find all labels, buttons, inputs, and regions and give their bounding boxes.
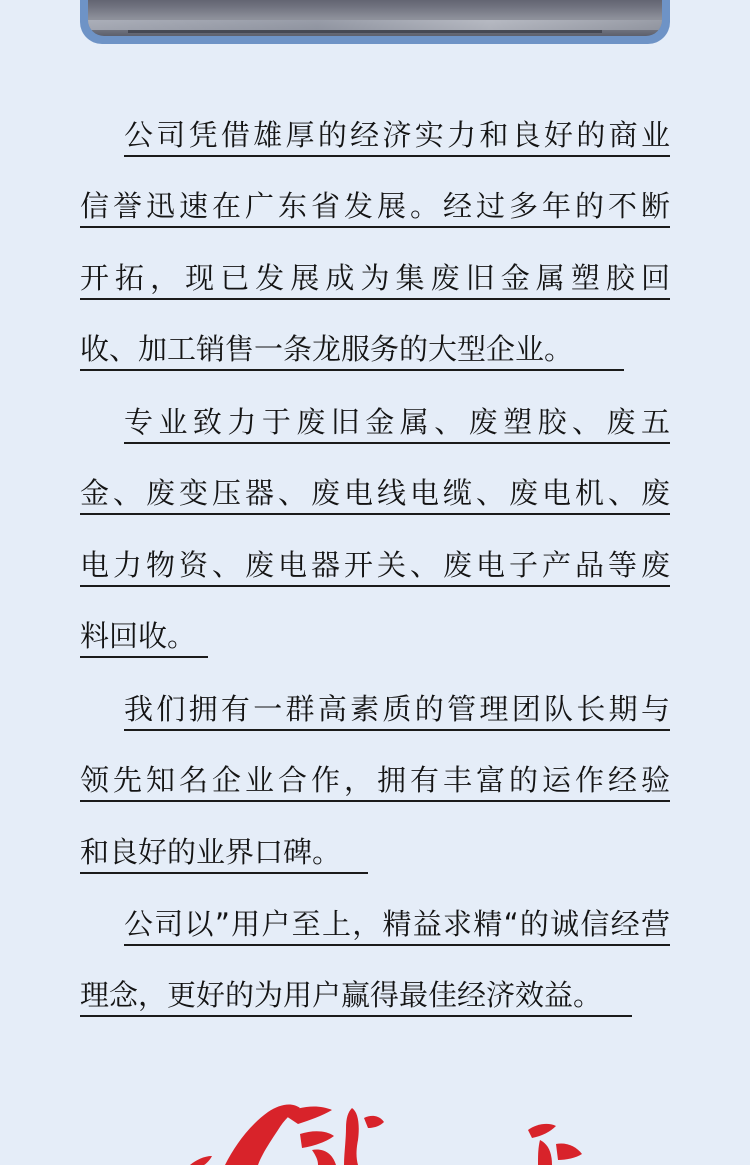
photo-frame xyxy=(80,0,670,44)
text-line xyxy=(80,882,670,954)
text-line xyxy=(80,523,670,595)
line-text: 公司以”用户至上，精益求精“的诚信经营 xyxy=(124,906,670,941)
text-line xyxy=(80,954,670,1026)
photo-stripe xyxy=(128,30,602,33)
header-photo xyxy=(88,0,662,36)
text-line xyxy=(80,452,670,524)
underline-rule xyxy=(80,369,624,371)
line-text: 和良好的业界口碑。 xyxy=(80,834,342,869)
line-text: 电力物资、废电器开关、废电子产品等废 xyxy=(80,547,670,582)
line-text: 领先知名企业合作，拥有丰富的运作经验 xyxy=(80,763,670,797)
underline-rule xyxy=(80,656,208,658)
text-line xyxy=(80,165,670,237)
line-text: 公司凭借雄厚的经济实力和良好的商业 xyxy=(124,117,670,152)
line-text: 料回收。 xyxy=(80,619,197,653)
line-text: 我们拥有一群高素质的管理团队长期与 xyxy=(124,691,670,726)
underline-rule xyxy=(80,800,670,802)
paragraph-company-strength xyxy=(80,93,670,379)
underline-rule xyxy=(80,226,670,228)
line-text: 信誉迅速在广东省发展。经过多年的不断 xyxy=(80,189,670,223)
text-line xyxy=(80,93,670,165)
underline-rule xyxy=(80,872,368,874)
line-text: 理念，更好的为用户赢得最佳经济效益。 xyxy=(80,978,603,1012)
underline-rule xyxy=(80,513,670,515)
text-line xyxy=(80,667,670,739)
text-line xyxy=(80,380,670,452)
underline-rule xyxy=(80,585,670,587)
underline-rule xyxy=(124,155,670,157)
text-line xyxy=(80,308,670,380)
paragraph-team xyxy=(80,667,670,882)
photo-road xyxy=(88,20,662,30)
text-line xyxy=(80,236,670,308)
paragraph-recycling-scope xyxy=(80,380,670,666)
text-line xyxy=(80,810,670,882)
red-calligraphy-decoration xyxy=(0,1090,750,1165)
line-text: 开拓，现已发展成为集废旧金属塑胶回 xyxy=(80,260,670,295)
underline-rule xyxy=(124,442,670,444)
underline-rule xyxy=(80,1015,632,1017)
underline-rule xyxy=(124,944,670,946)
paragraph-philosophy xyxy=(80,882,670,1025)
underline-rule xyxy=(124,729,670,731)
line-text: 收、加工销售一条龙服务的大型企业。 xyxy=(80,332,574,366)
text-line xyxy=(80,595,670,667)
underline-rule xyxy=(80,298,670,300)
line-text: 金、废变压器、废电线电缆、废电机、废 xyxy=(80,476,670,510)
calligraphy-strokes xyxy=(0,1090,750,1165)
line-text: 专业致力于废旧金属、废塑胶、废五 xyxy=(124,404,670,439)
text-line xyxy=(80,739,670,811)
